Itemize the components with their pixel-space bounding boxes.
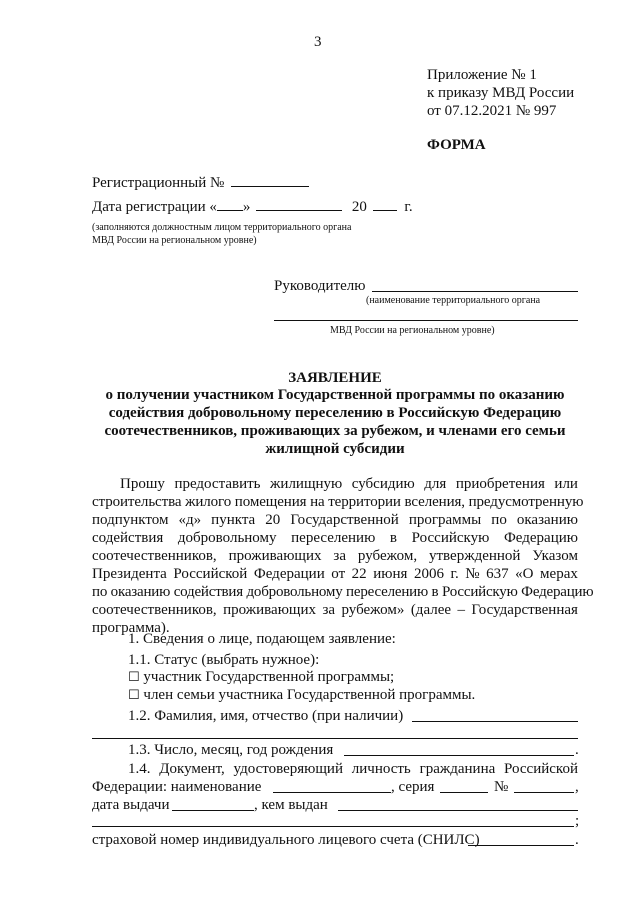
- issued-by-field-2[interactable]: [92, 826, 574, 827]
- document-subtitle-2: содействия добровольному переселению в Российскую Федерацию: [108, 405, 562, 421]
- section-1-heading: 1. Сведения о лице, подающем заявление:: [128, 631, 396, 647]
- registration-year-suffix: г.: [404, 199, 413, 215]
- document-number-label: №: [494, 779, 509, 795]
- full-name-label: 1.2. Фамилия, имя, отчество (при наличии): [128, 708, 404, 724]
- issue-date-field[interactable]: [172, 810, 254, 811]
- registration-date-row: [92, 196, 413, 216]
- document-subtitle-3: соотечественников, проживающих за рубежом, и членами его семьи: [104, 423, 566, 439]
- appendix-line-1: Приложение № 1: [427, 67, 537, 83]
- paragraph-line: по оказанию содействия добровольному переселению в Российскую Федерацию: [92, 584, 594, 600]
- registration-year-field[interactable]: [373, 196, 397, 211]
- recipient-field[interactable]: [372, 291, 578, 292]
- registration-number-row: [92, 172, 309, 192]
- registration-date-quote: »: [242, 199, 251, 215]
- appendix-line-2: к приказу МВД России: [427, 85, 575, 101]
- section-1-1-heading: 1.1. Статус (выбрать нужное):: [128, 652, 320, 668]
- paragraph-line: соотечественников, проживающих за рубежом, утвержденной Указом: [92, 548, 578, 564]
- checkbox-icon[interactable]: ☐: [128, 688, 140, 703]
- birth-date-field[interactable]: [344, 755, 574, 756]
- status-option-participant[interactable]: [128, 668, 394, 687]
- issue-date-label: дата выдачи: [92, 797, 170, 813]
- document-series-label: , серия: [391, 779, 435, 795]
- issued-by-semicolon: ;: [575, 813, 580, 829]
- registration-number-label: Регистрационный №: [92, 175, 225, 191]
- document-subtitle-1: о получении участником Государственной программы по оказанию: [105, 387, 565, 403]
- issued-by-field[interactable]: [338, 810, 578, 811]
- paragraph-line: Президента Российской Федерации от 22 июня 2006 г. № 637 «О мерах: [92, 566, 578, 582]
- birth-date-label: 1.3. Число, месяц, год рождения: [128, 742, 334, 758]
- registration-note-2: МВД России на региональном уровне): [92, 235, 257, 246]
- paragraph-line-last: программа).: [92, 620, 170, 636]
- form-label: ФОРМА: [427, 137, 486, 153]
- paragraph-line: Прошу предоставить жилищную субсидию для приобретения или: [120, 476, 578, 492]
- paragraph-line: строительства жилого помещения на территории вселения, предусмотренную: [92, 494, 584, 510]
- checkbox-icon[interactable]: ☐: [128, 670, 140, 685]
- issued-by-label: , кем выдан: [254, 797, 328, 813]
- full-name-field[interactable]: [412, 721, 578, 722]
- registration-number-field[interactable]: [231, 172, 309, 187]
- paragraph-line: содействия добровольному переселению в Российскую Федерацию: [92, 530, 578, 546]
- recipient-hint-2: МВД России на региональном уровне): [330, 325, 495, 336]
- recipient-field-2[interactable]: [274, 320, 578, 321]
- snils-dot: .: [575, 832, 579, 848]
- identity-document-heading: 1.4. Документ, удостоверяющий личность гражданина Российской: [128, 761, 578, 777]
- document-name-field[interactable]: [273, 792, 391, 793]
- paragraph-line: подпунктом «д» пункта 20 Государственной программы по оказанию: [92, 512, 578, 528]
- birth-date-dot: .: [575, 742, 579, 758]
- registration-day-field[interactable]: [217, 196, 243, 211]
- document-subtitle-4: жилищной субсидии: [265, 441, 405, 457]
- snils-field[interactable]: [468, 845, 574, 846]
- document-title: ЗАЯВЛЕНИЕ: [288, 370, 382, 386]
- paragraph-line: соотечественников, проживающих за рубежом» (далее – Государственная: [92, 602, 578, 618]
- registration-year-prefix: 20: [351, 199, 367, 215]
- appendix-line-3: от 07.12.2021 № 997: [427, 103, 557, 119]
- document-number-comma: ,: [575, 779, 579, 795]
- status-option-family-member[interactable]: [128, 686, 475, 705]
- recipient-label: Руководителю: [274, 278, 366, 294]
- snils-label: страховой номер индивидуального лицевого счета (СНИЛС): [92, 832, 480, 848]
- document-series-field[interactable]: [440, 792, 488, 793]
- full-name-field-2[interactable]: [92, 738, 578, 739]
- registration-note-1: (заполняются должностным лицом территориального органа: [92, 222, 352, 233]
- document-name-label: Федерации: наименование: [92, 779, 262, 795]
- status-option-participant-label: участник Государственной программы;: [143, 669, 395, 685]
- registration-date-label: Дата регистрации «: [92, 199, 217, 215]
- document-number-field[interactable]: [514, 792, 574, 793]
- page-number: 3: [314, 34, 322, 50]
- status-option-family-member-label: член семьи участника Государственной программы.: [143, 687, 476, 703]
- registration-month-field[interactable]: [256, 196, 342, 211]
- recipient-hint-1: (наименование территориального органа: [366, 295, 541, 306]
